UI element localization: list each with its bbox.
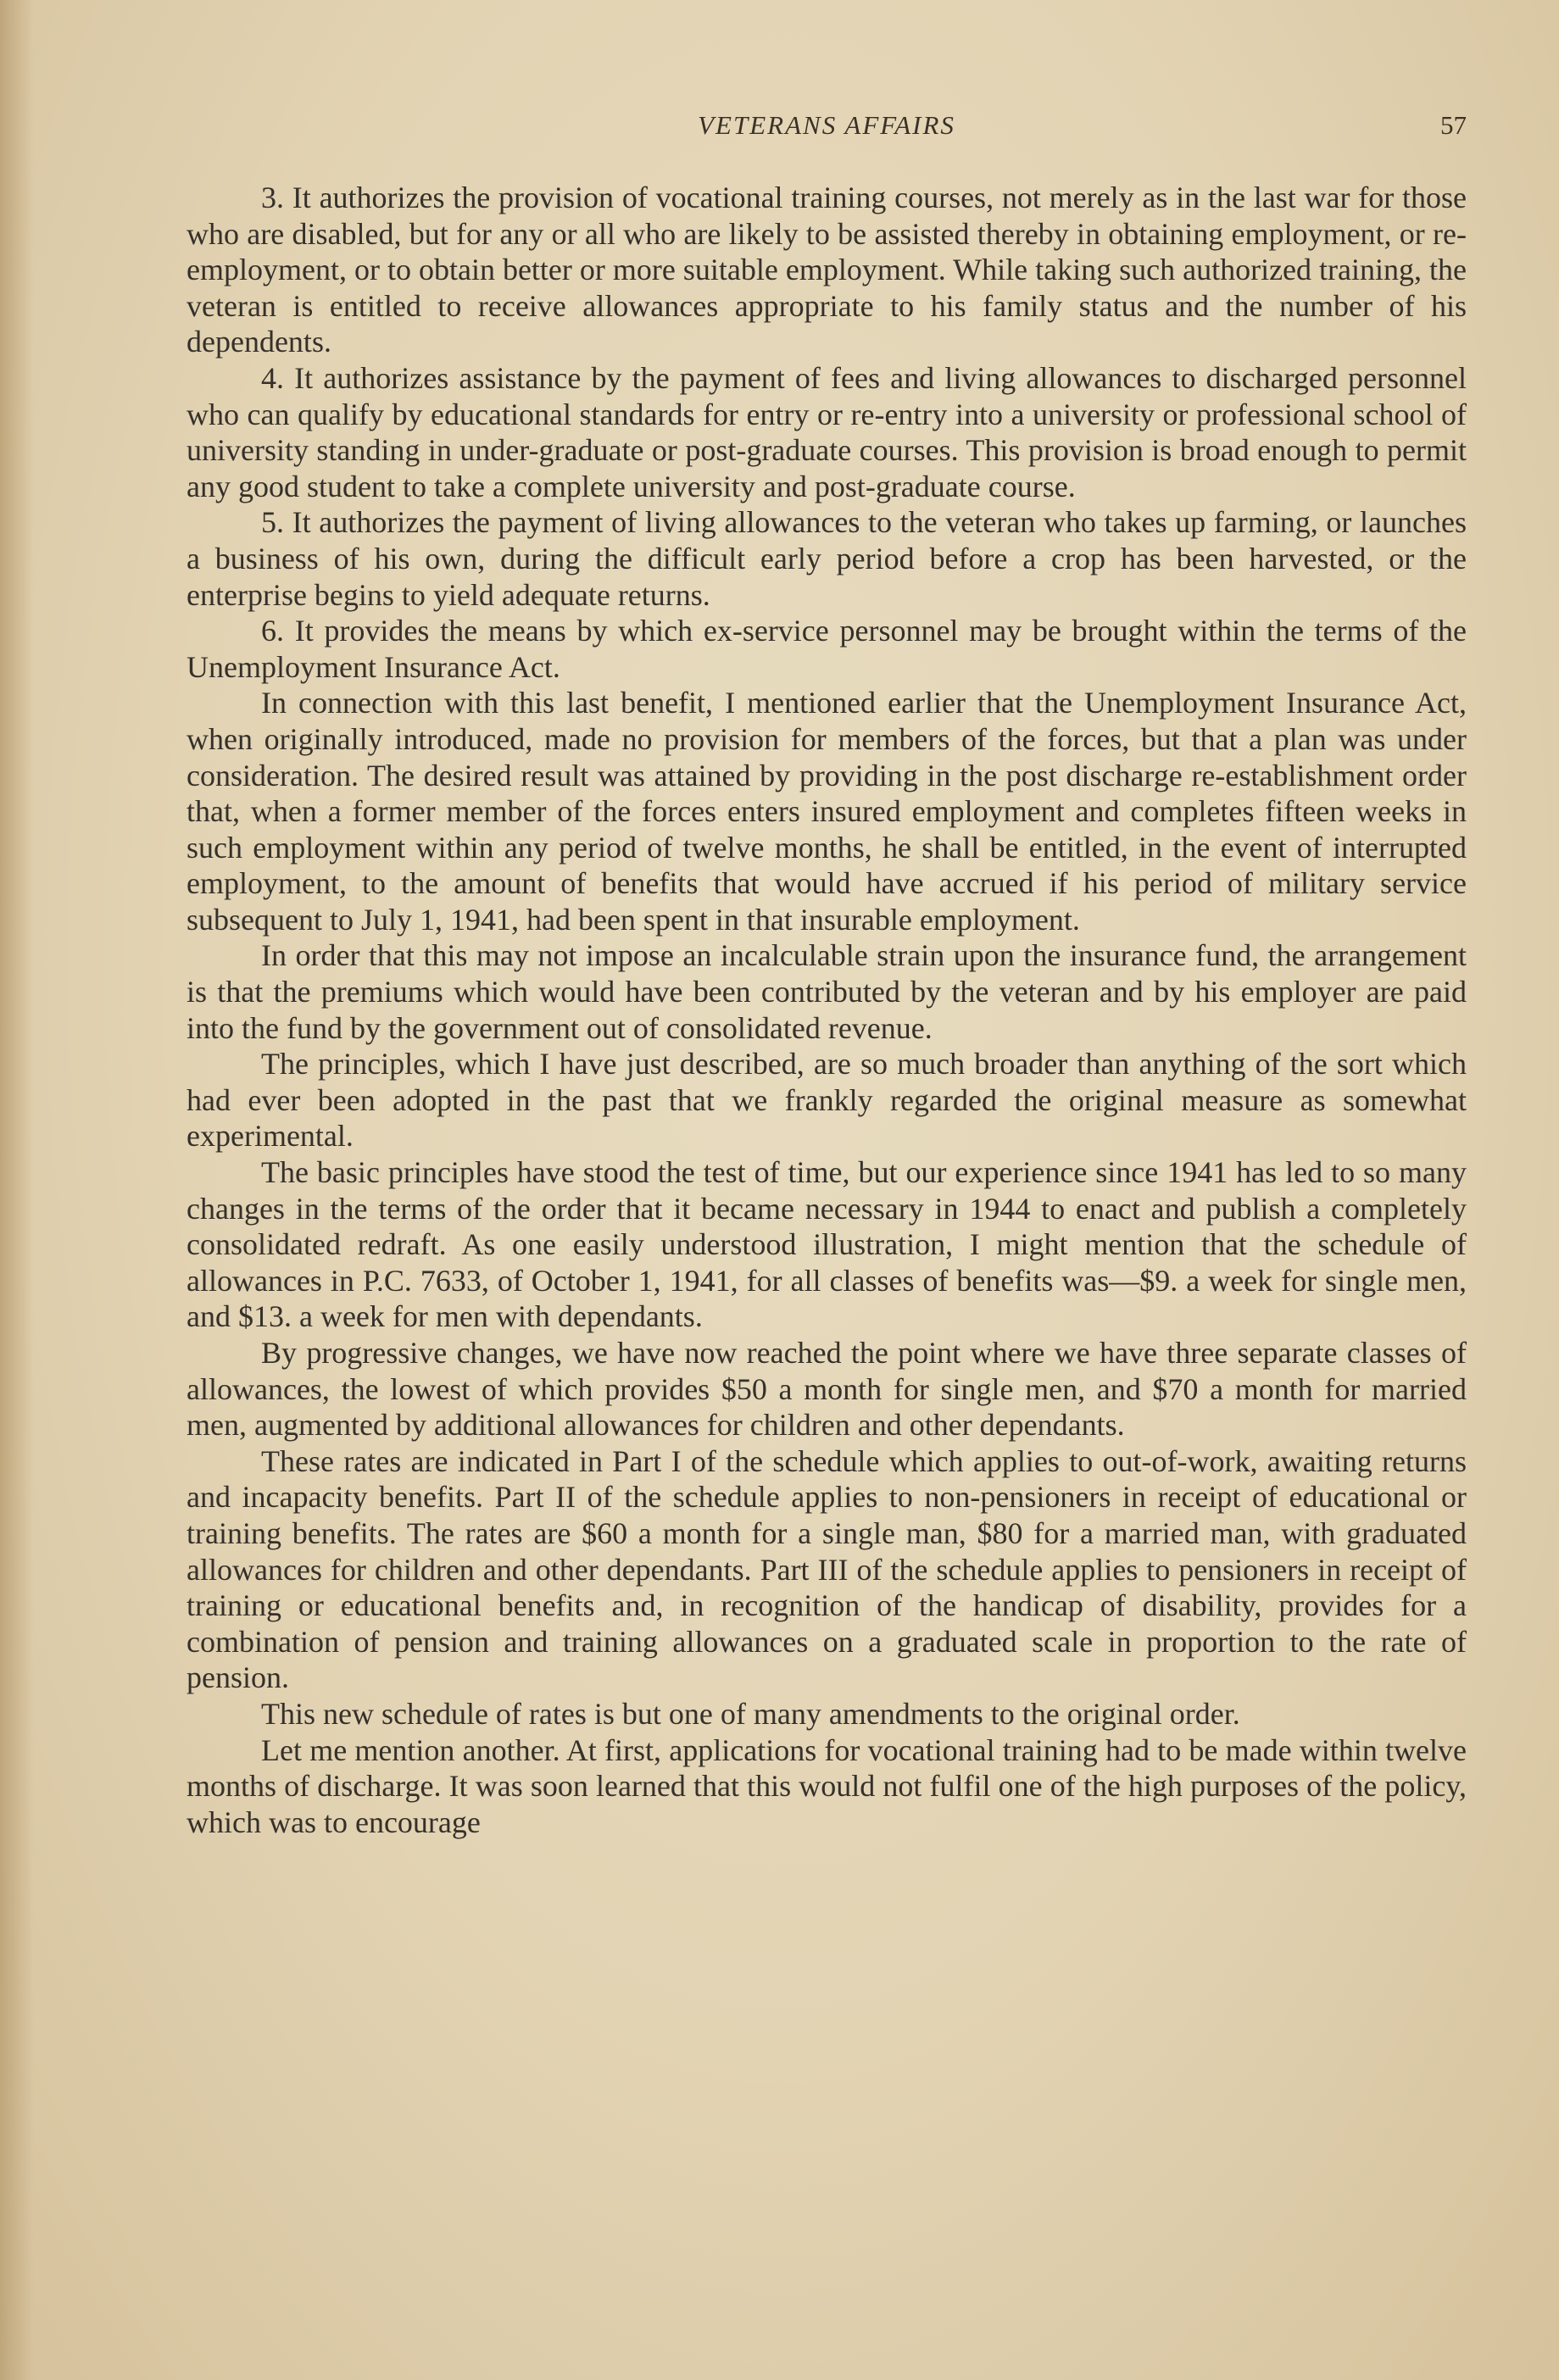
paragraph-item-4: 4. It authorizes assistance by the payment of fees and living allowances to discharged personnel who can qualify by educational standards for entry or re-entry into a university or professional school of university standing in under-graduate or post-graduate courses. This provision is broad enough to permit any good student to take a complete university and post-graduate course. [187, 360, 1467, 503]
page-number: 57 [1440, 110, 1467, 140]
paragraph-principles: The principles, which I have just described, are so much broader than anything of the sort which had ever been adopted in the past that we frankly regarded the original measure as somewhat experimental. [187, 1047, 1467, 1154]
running-head: VETERANS AFFAIRS [698, 110, 955, 140]
paragraph-insurance-fund: In order that this may not impose an incalculable strain upon the insurance fund, the arrangement is that the premiums which would have been contributed by the veteran and by his employer are paid into the fund by the government out of consolidated revenue. [187, 938, 1467, 1045]
paragraph-rates: These rates are indicated in Part I of the schedule which applies to out-of-work, awaiting returns and incapacity benefits. Part II of the schedule applies to non-pensioners in receipt of educational or training benefits. The rates are $60 a month for a single man, $80 for a married man, with graduated allowances for children and other dependants. Part III of the schedule applies to pensioners in receipt of training or educational benefits and, in recognition of the handicap of disability, provides for a combination of pension and training allowances on a graduated scale in proportion to the rate of pension. [187, 1443, 1467, 1695]
paragraph-item-5: 5. It authorizes the payment of living allowances to the veteran who takes up farming, or launches a business of his own, during the difficult early period before a crop has been harvested, or the enterprise begins to yield adequate returns. [187, 505, 1467, 612]
paragraph-unemployment-insurance: In connection with this last benefit, I mentioned earlier that the Unemployment Insurance Act, when originally introduced, made no provision for members of the forces, but that a plan was under consideration. The desired result was attained by providing in the post discharge re-establishment order that, when a former member of the forces enters insured employment and completes fifteen weeks in such employment within any period of twelve months, he shall be entitled, in the event of interrupted employment, to the amount of benefits that would have accrued if his period of military service subsequent to July 1, 1941, had been spent in that insurable employment. [187, 686, 1467, 937]
paragraph-another-amendment: Let me mention another. At first, applications for vocational training had to be made within twelve months of discharge. It was soon learned that this would not fulfil one of the high purposes of the policy, which was to encourage [187, 1732, 1467, 1839]
paragraph-item-6: 6. It provides the means by which ex-service personnel may be brought within the terms of the Unemployment Insurance Act. [187, 614, 1467, 684]
paragraph-progressive-changes: By progressive changes, we have now reached the point where we have three separate classes of allowances, the lowest of which provides $50 a month for single men, and $70 a month for married men, augmented by additional allowances for children and other dependants. [187, 1336, 1467, 1443]
paragraph-new-schedule: This new schedule of rates is but one of many amendments to the original order. [261, 1696, 1240, 1731]
paragraph-item-3: 3. It authorizes the provision of vocational training courses, not merely as in the last war for those who are disabled, but for any or all who are likely to be assisted thereby in obtaining employment, or re-employment, or to obtain better or more suitable employment. While taking such authorized training, the veteran is entitled to receive allowances appropriate to his family status and the number of his dependents. [187, 181, 1467, 359]
paragraph-basic-principles: The basic principles have stood the test of time, but our experience since 1941 has led to so many changes in the terms of the order that it became necessary in 1944 to enact and publish a completely consolidated redraft. As one easily understood illustration, I might mention that the schedule of allowances in P.C. 7633, of October 1, 1941, for all classes of benefits was—$9. a week for single men, and $13. a week for men with dependants. [187, 1155, 1467, 1334]
body-text [187, 180, 1467, 1840]
page-header [187, 110, 1467, 153]
